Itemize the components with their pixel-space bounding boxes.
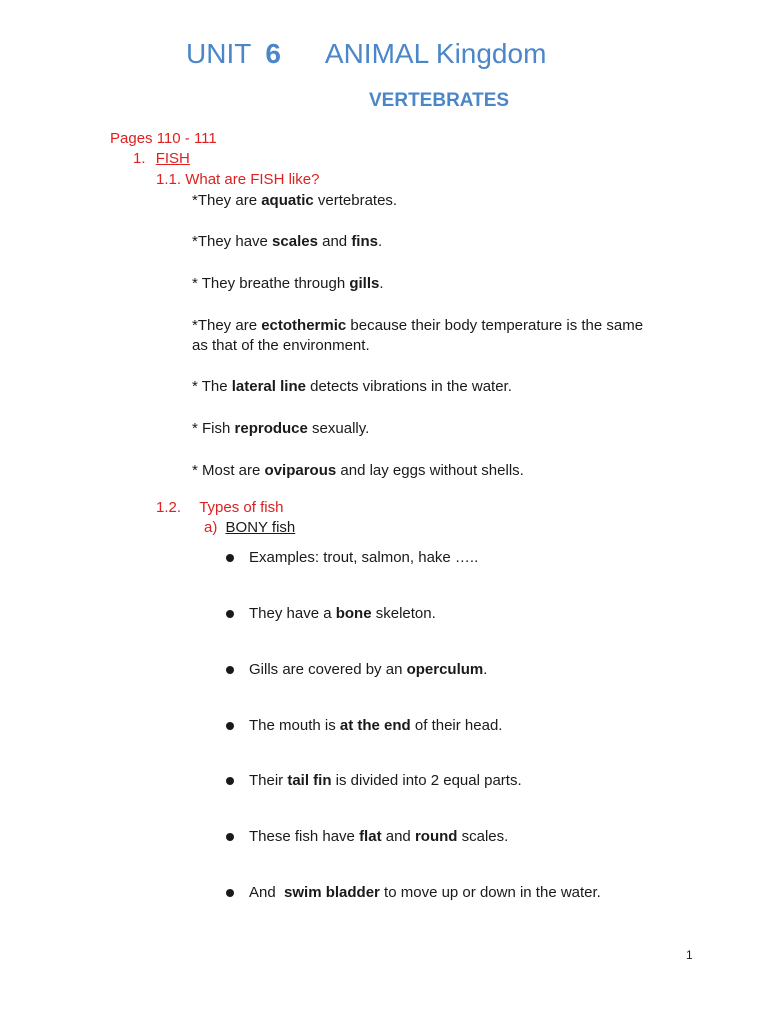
list-item-text: .	[483, 661, 488, 678]
trait-text: * Most are	[192, 462, 265, 479]
trait-bold: ectothermic	[261, 317, 347, 334]
list-item-text: to move up or down in the water.	[379, 884, 601, 901]
list-item-text: The mouth is	[249, 717, 340, 734]
bullet-dot	[226, 777, 234, 785]
list-item	[249, 883, 601, 903]
bullet-dot	[226, 554, 234, 562]
trait-text: * They breathe through	[192, 275, 350, 292]
trait-text: and	[317, 233, 352, 250]
trait-bold: reproduce	[234, 420, 308, 437]
list-item-text: Their	[249, 772, 288, 789]
trait-text: sexually.	[307, 420, 370, 437]
list-item	[249, 771, 522, 791]
trait-line	[192, 336, 370, 356]
list-item	[249, 716, 502, 736]
section-heading	[133, 150, 190, 167]
list-item-bold: swim bladder	[284, 884, 380, 901]
trait-bold: aquatic	[261, 192, 314, 209]
list-item-text: skeleton.	[371, 605, 436, 622]
pages-reference: Pages 110 - 111	[110, 130, 217, 147]
page-subtitle: VERTEBRATES	[369, 90, 510, 111]
list-item	[249, 548, 478, 568]
unit-title	[186, 38, 546, 70]
trait-text: *They have	[192, 233, 273, 250]
kingdom-title: ANIMAL Kingdom	[324, 38, 547, 69]
list-item-bold: bone	[335, 605, 372, 622]
unit-number: 6	[265, 38, 281, 69]
trait-bold: lateral line	[231, 378, 306, 395]
trait-text: as that of the environment.	[192, 337, 370, 354]
trait-text: .	[379, 275, 384, 292]
bullet-dot	[226, 610, 234, 618]
list-item-text: Examples: trout, salmon, hake …..	[249, 549, 479, 566]
trait-bold: gills	[349, 275, 380, 292]
list-item-bold: flat	[359, 828, 382, 845]
list-item-bold: operculum	[406, 661, 484, 678]
list-item-text: and	[381, 828, 415, 845]
bullet-dot	[226, 666, 234, 674]
trait-bold: oviparous	[264, 462, 337, 479]
page-number: 1	[686, 948, 693, 962]
list-item-text: These fish have	[249, 828, 360, 845]
section-heading-label: FISH	[155, 150, 190, 167]
trait-line	[192, 377, 512, 397]
trait-line	[192, 419, 369, 439]
list-item-text: And	[249, 884, 285, 901]
list-item-text: is divided into 2 equal parts.	[331, 772, 522, 789]
list-item-bold: round	[414, 828, 458, 845]
bullet-dot	[226, 722, 234, 730]
trait-text: because their body temperature is the same	[346, 317, 644, 334]
question-2-label: Types of fish	[199, 499, 284, 516]
list-item-text: of their head.	[410, 717, 503, 734]
trait-text: * The	[192, 378, 232, 395]
trait-line	[192, 191, 397, 211]
question-heading-2	[156, 499, 283, 516]
section-heading-number: 1.	[133, 150, 146, 167]
trait-text: * Fish	[192, 420, 235, 437]
trait-text: *They are	[192, 317, 262, 334]
subsection-label: BONY fish	[225, 519, 296, 536]
trait-text: *They are	[192, 192, 262, 209]
unit-label: UNIT	[186, 38, 252, 69]
question-heading-1	[156, 171, 319, 188]
trait-text: .	[377, 233, 383, 250]
bullet-dot	[226, 889, 234, 897]
list-item-text: They have a	[249, 605, 336, 622]
bullet-dot	[226, 833, 234, 841]
list-item-bold: at the end	[339, 717, 411, 734]
trait-line	[192, 274, 384, 294]
trait-bold: scales	[272, 233, 318, 250]
list-item	[249, 827, 508, 847]
list-item-text: scales.	[457, 828, 509, 845]
question-2-number: 1.2.	[156, 499, 182, 516]
question-1-number: 1.1.	[156, 171, 182, 188]
list-item-text: Gills are covered by an	[249, 661, 407, 678]
trait-line	[192, 232, 382, 252]
trait-text: vertebrates.	[313, 192, 398, 209]
list-item	[249, 660, 487, 680]
question-1-label: What are FISH like?	[185, 171, 320, 188]
subsection-heading	[204, 519, 295, 536]
trait-line	[192, 316, 643, 336]
list-item	[249, 604, 436, 624]
trait-line	[192, 461, 524, 481]
list-item-bold: tail fin	[287, 772, 332, 789]
trait-text: detects vibrations in the water.	[305, 378, 512, 395]
subsection-letter: a)	[204, 519, 218, 536]
trait-bold: fins	[351, 233, 378, 250]
trait-text: and lay eggs without shells.	[336, 462, 524, 479]
